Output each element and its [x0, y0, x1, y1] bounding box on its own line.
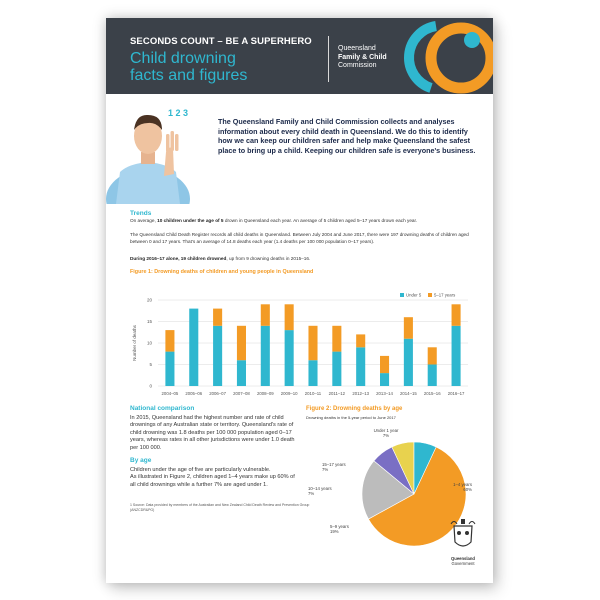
campaign-kicker: SECONDS COUNT – BE A SUPERHERO: [130, 36, 312, 47]
figure-2-title: Figure 2: Drowning deaths by age: [306, 406, 403, 412]
bar-under-5: [380, 373, 389, 386]
bar-under-5: [332, 352, 341, 386]
figure-1-bar-chart: [128, 290, 474, 400]
x-tick-label: 2008–09: [256, 391, 274, 396]
header-divider: [328, 36, 329, 82]
queensland-government-crest: [448, 516, 478, 572]
bar-under-5: [261, 326, 270, 386]
trends-paragraph-1: On average, 10 children under the age of 5 drown in Queensland each year. An average of 5 children aged 5–17 years drown each year.: [130, 218, 418, 223]
x-tick-label: 2005–06: [185, 391, 203, 396]
bar-under-5: [356, 347, 365, 386]
pie-percent-label: 7%: [322, 467, 329, 472]
legend-swatch: [428, 293, 432, 297]
by-age-paragraph-1: Children under the age of five are particularly vulnerable.: [130, 467, 271, 474]
x-tick-label: 2010–11: [304, 391, 322, 396]
legend-label: 5–17 years: [434, 292, 456, 298]
y-tick-label: 10: [146, 340, 152, 346]
superhero-person-image: [106, 94, 206, 204]
national-comparison-heading: National comparison: [130, 405, 195, 412]
title-line-1: Child drowning: [130, 50, 236, 67]
pie-label: 10–14 years: [308, 486, 332, 491]
bar-5-17-years: [332, 326, 341, 352]
bar-under-5: [285, 330, 294, 386]
page-title: [130, 50, 247, 84]
bar-5-17-years: [261, 304, 270, 326]
org-name: [338, 45, 387, 71]
pie-percent-label: 60%: [463, 487, 472, 492]
y-tick-label: 15: [146, 319, 152, 324]
x-tick-label: 2013–14: [376, 391, 393, 396]
figure-2-subtitle: Drowning deaths in the 5-year period to June 2017: [306, 415, 396, 420]
x-tick-label: 2007–08: [233, 391, 250, 396]
pie-label: Under 1 year: [373, 428, 399, 433]
bar-5-17-years: [404, 317, 413, 339]
x-tick-label: 2014–15: [400, 391, 417, 396]
lower-left-column: [130, 405, 300, 489]
bar-under-5: [189, 309, 198, 386]
bar-under-5: [404, 339, 413, 386]
bar-5-17-years: [308, 326, 317, 360]
bar-under-5: [452, 326, 461, 386]
pie-label: 1–4 years: [453, 482, 472, 487]
x-tick-label: 2011–12: [328, 391, 346, 396]
org-line-2: Family & Child: [338, 53, 387, 61]
trends-paragraph-2: The Queensland Child Death Register records all child deaths in Queensland. Between July 2004 and June 2017, there were 197 drowning deaths of children aged between 0 and 17 years. That's an average of 14.8 deaths each year (1.4 deaths per 100 000 population 0–17 years).: [130, 232, 469, 244]
bar-under-5: [213, 326, 222, 386]
bar-5-17-years: [356, 334, 365, 347]
bar-under-5: [428, 365, 437, 387]
trends-heading: Trends: [130, 210, 152, 217]
x-tick-label: 2006–07: [209, 391, 226, 396]
bar-5-17-years: [237, 326, 246, 360]
bar-under-5: [165, 352, 174, 386]
bar-5-17-years: [452, 304, 461, 326]
national-comparison-paragraph: In 2015, Queensland had the highest number and rate of child drownings of any Australian state or territory. Queensland's rate of child drowning was 1.8 deaths per 100 000 population aged 0–17 years, whereas rates in all other jurisdictions were under 1.0 death per 100 000.: [130, 415, 295, 451]
y-tick-label: 20: [146, 297, 152, 303]
y-tick-label: 0: [149, 383, 152, 389]
title-line-2: facts and figures: [130, 67, 248, 84]
x-tick-label: 2009–10: [280, 391, 298, 396]
x-tick-label: 2004–05: [161, 391, 179, 396]
numbers-graphic: 1 2 3: [168, 108, 189, 118]
figure-1-title: Figure 1: Drowning deaths of children and young people in Queensland: [130, 269, 314, 275]
fact-sheet-page: [106, 18, 493, 583]
org-line-3: Commission: [338, 62, 377, 69]
pie-label: 15–17 years: [322, 462, 346, 467]
crest-line-1: Queensland: [451, 556, 475, 561]
by-age-heading: By age: [130, 457, 152, 465]
crest-line-2: Government: [451, 561, 475, 566]
trends-paragraph-3: During 2016–17 alone, 19 children drowned, up from 9 drowning deaths in 2015–16.: [130, 256, 311, 261]
bar-5-17-years: [380, 356, 389, 373]
header-banner: [106, 18, 493, 94]
bar-5-17-years: [165, 330, 174, 352]
pie-percent-label: 7%: [308, 491, 315, 496]
y-axis-label: Number of deaths: [132, 325, 137, 361]
legend-label: Under 5: [406, 292, 422, 298]
pie-percent-label: 7%: [382, 433, 390, 438]
y-tick-label: 5: [149, 362, 152, 367]
x-tick-label: 2015–16: [423, 391, 441, 396]
x-tick-label: 2016–17: [447, 391, 465, 396]
bar-5-17-years: [428, 347, 437, 364]
bar-under-5: [237, 360, 246, 386]
bar-under-5: [308, 360, 317, 386]
footnote: 1 Source: Data provided by members of the Australian and New Zealand Child Death Review and Prevention Group (ANZCDR&PG): [130, 503, 310, 512]
pie-percent-label: 19%: [330, 529, 339, 534]
bar-5-17-years: [213, 309, 222, 326]
pie-label: 5–9 years: [330, 524, 349, 529]
legend-swatch: [400, 293, 404, 297]
org-line-1: Queensland: [338, 45, 376, 52]
bar-5-17-years: [285, 304, 294, 330]
by-age-paragraph-2: As illustrated in Figure 2, children aged 1–4 years make up 60% of all child drownings while a further 7% are aged under 1.: [130, 474, 295, 488]
intro-paragraph: The Queensland Family and Child Commission collects and analyses information about every child death in Queensland. We do this to identify how we can keep our children safer and help make Queensland the safest place to bring up a child. Keeping our children safe is everyone's business.: [218, 117, 476, 156]
x-tick-label: 2012–13: [352, 391, 370, 396]
